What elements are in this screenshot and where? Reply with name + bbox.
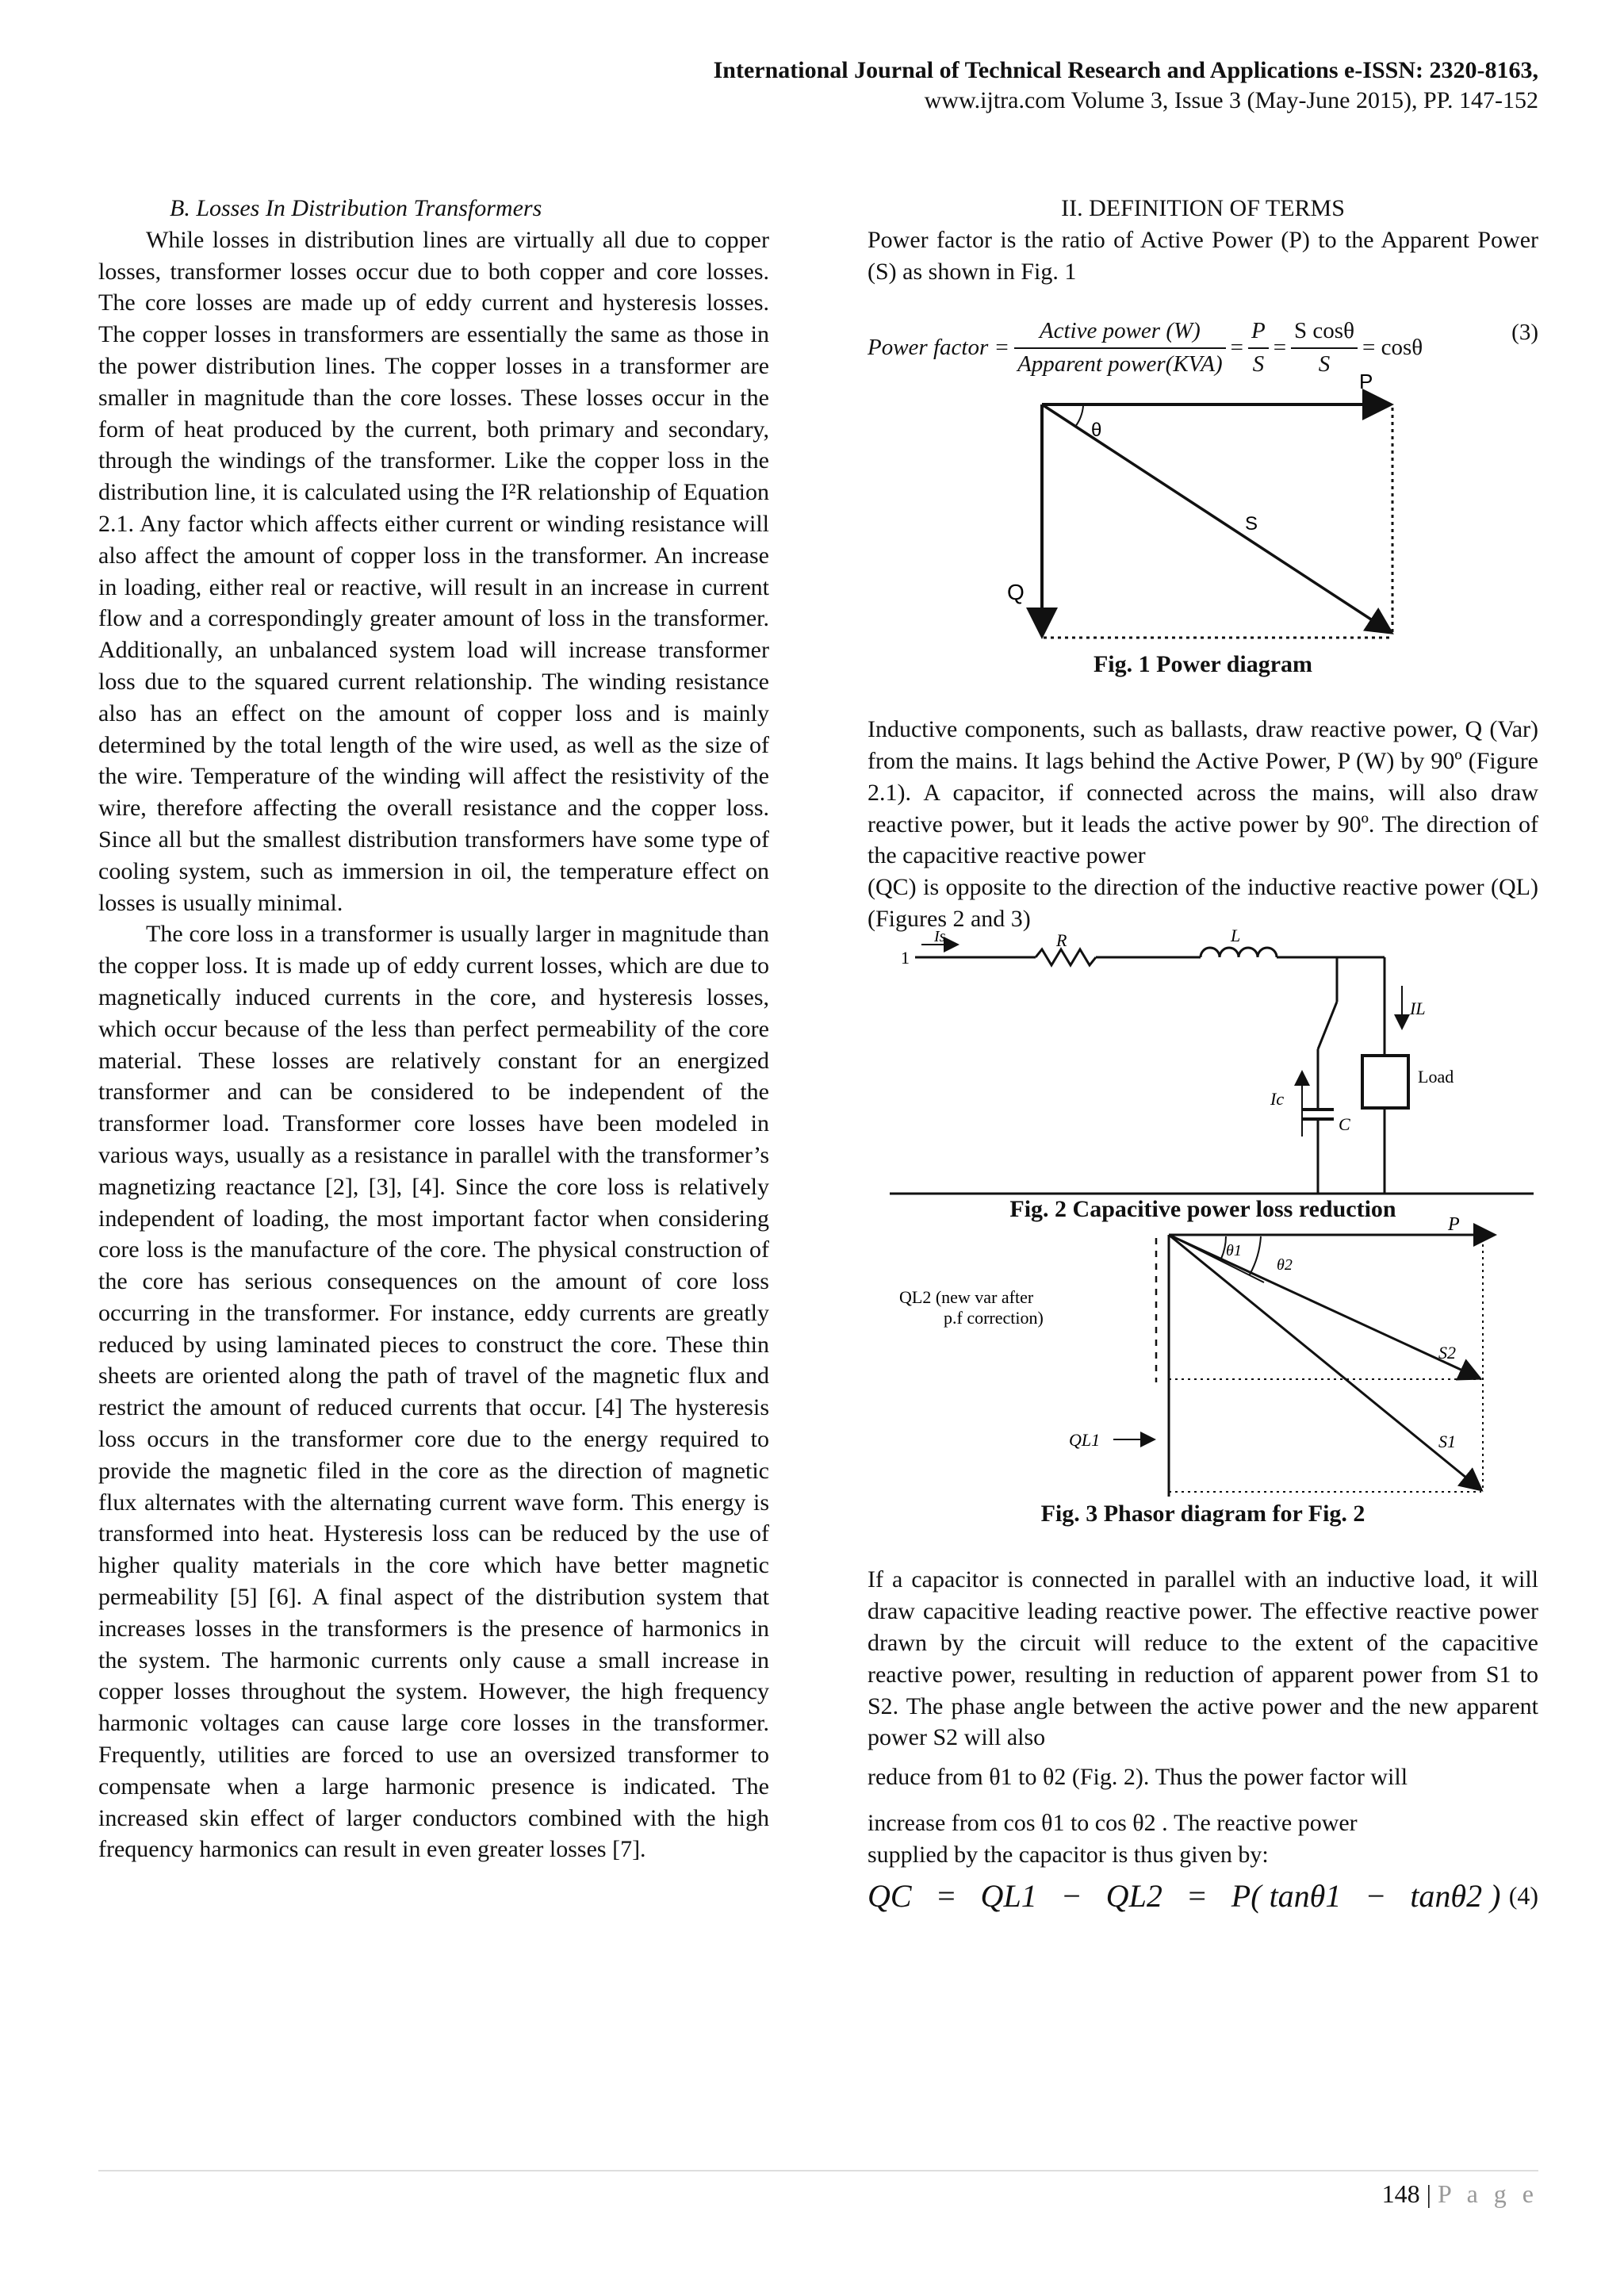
eq3-den2: S [1252, 351, 1265, 378]
figure-3 [868, 1213, 1538, 1501]
page-number [1382, 2179, 1538, 2209]
paragraph-capacitor: If a capacitor is connected in parallel with an inductive load, it will draw capacitive leading reactive power. The effective reactive power drawn by the circuit will reduce to the extent of the capacitive reactive power, resulting in reduction of apparent power from S1 to S2. The phase angle between the active power and the new apparent power S2 will also [868, 1566, 1538, 1751]
s1-phasor [1169, 1235, 1480, 1489]
right-column [868, 193, 1538, 1922]
label-ql2-line2: p.f correction) [944, 1307, 1044, 1328]
eq3-fraction-1 [1014, 316, 1226, 381]
label-is: Is [934, 927, 946, 945]
label-ql2-line1: QL2 (new var after [899, 1286, 1034, 1307]
paragraph-copper-losses: While losses in distribution lines are virtually all due to copper losses, transformer losses occur due to both copper and core losses. The core losses are made up of eddy current and hysteresis losses. The copper losses in transformers are essentially the same as those in the power distribution lines. The copper losses in a transformer are smaller in magnitude than the core losses. These losses occur in the form of heat produced by the current, both primary and secondary, through the windings of the transformer. Like the copper loss in the distribution line, it is calculated using the I²R relationship of Equation 2.1. Any factor which affects either current or winding resistance will also affect the amount of copper loss in the transformer. An increase in loading, either real or reactive, will result in an increase in current flow and a correspondingly greater amount of loss in the transformer. Additionally, an unbalanced system load will increase transformer loss due to the squared current relationship. The winding resistance also has an effect on the amount of copper loss and is mainly determined by the total length of the wire used, as well as the size of the wire. Temperature of the winding will affect the resistivity of the wire, therefore affecting the overall resistance and the copper loss. Since all but the smallest distribution transformers have some type of cooling system, such as immersion in oil, the temperature effect on losses is usually minimal. [98, 226, 769, 916]
paragraph-core-losses: The core loss in a transformer is usually larger in magnitude than the copper loss. It is made up of eddy current losses, which are due to magnetically induced currents in the core, and hysteresis losses, which occur because of the less than perfect permeability of the core material. These losses are relatively constant for an energized transformer and can be considered to be independent of the transformer load. Transformer core losses have been modeled in various ways, usually as a resistance in parallel with the transformer’s magnetizing reactance [2], [3], [4]. Since the core loss is relatively independent of loading, the most important factor when considering core loss is the manufacture of the core. The physical construction of the core has serious consequences on the amount of core loss occurring in the transformer. For instance, eddy currents are greatly reduced by using laminated pieces to construct the core. These thin sheets are oriented along the path of travel of the magnetic flux and restrict the amount of reduced currents that occur. [4] The hysteresis loss occurs in the transformer core due to the energy required to provide the magnetic filed in the core as the direction of magnetic flux alternates with the alternating current wave form. This energy is transformed into heat. Hysteresis loss can be reduced by the use of higher quality materials in the core which have better magnetic permeability [5] [6]. A final aspect of the distribution system that increases losses in the transformers is the presence of harmonics in the system. The harmonic currents only cause a small increase in copper losses throughout the system. However, the high frequency harmonic voltages can cause large core losses in the transformer. Frequently, utilities are forced to use an oversized transformer to compensate when a large harmonic presence is indicated. The increased skin effect of larger conductors combined with the high frequency harmonics can result in even greater losses [7]. [98, 921, 769, 1863]
switch [1318, 1002, 1337, 1049]
label-theta: θ [1091, 420, 1102, 442]
theta-arc [1075, 406, 1083, 427]
s2-phasor [1169, 1235, 1478, 1378]
page-number-value: 148 | [1381, 2179, 1431, 2208]
journal-issue: www.ijtra.com Volume 3, Issue 3 (May-June 2015), PP. 147-152 [924, 87, 1538, 113]
label-ql1: QL1 [1069, 1429, 1101, 1450]
label-s: S [1245, 513, 1258, 535]
section-heading-definitions: II. DEFINITION OF TERMS [1061, 195, 1345, 221]
eq4-expression: QC = QL1 − QL2 = P( tanθ1 − tanθ2 ) [868, 1877, 1501, 1914]
paragraph-inductive: Inductive components, such as ballasts, draw reactive power, Q (Var) from the mains. It lags behind the Active Power, P (W) by 90º (Figure 2.1). A capacitor, if connected across the mains, will also draw reactive power, but it leads the active power by 90º. The direction of the capacitive reactive power [868, 716, 1538, 869]
eq3-num3: S cosθ [1291, 316, 1358, 349]
label-s1: S1 [1438, 1431, 1456, 1451]
figure-2-caption: Fig. 2 Capacitive power loss reduction [1009, 1195, 1396, 1222]
eq3-fraction-2 [1248, 316, 1269, 381]
phasor-diagram [868, 1213, 1538, 1501]
power-triangle-diagram [868, 370, 1538, 650]
label-r: R [1056, 930, 1067, 950]
inductor-l [1201, 948, 1277, 957]
capacitor-circuit-diagram [868, 925, 1538, 1198]
eq3-equals-a: = [1230, 335, 1243, 361]
paragraph-inductive-cont: (QC) is opposite to the direction of the inductive reactive power (QL) (Figures 2 and 3) [868, 874, 1538, 932]
figure-1 [868, 370, 1538, 650]
page-header [714, 56, 1538, 116]
equation-3 [868, 301, 1538, 389]
label-q: Q [1007, 580, 1025, 605]
load-box [1362, 1056, 1408, 1108]
theta2-arc [1250, 1236, 1261, 1274]
eq3-den1: Apparent power(KVA) [1017, 351, 1223, 378]
journal-title: International Journal of Technical Research and Applications e-ISSN: 2320-8163, [713, 57, 1538, 83]
figure-3-caption: Fig. 3 Phasor diagram for Fig. 2 [1040, 1500, 1365, 1527]
label-theta1: θ1 [1226, 1241, 1242, 1259]
label-load: Load [1418, 1066, 1454, 1087]
eq3-lhs: Power factor = [868, 335, 1010, 361]
label-theta2: θ2 [1277, 1255, 1293, 1274]
figure-2 [868, 925, 1538, 1198]
figure-1-caption: Fig. 1 Power diagram [1093, 651, 1313, 678]
label-c: C [1339, 1114, 1350, 1134]
label-node-1: 1 [901, 947, 910, 968]
label-s2: S2 [1438, 1342, 1456, 1363]
label-p: P [1359, 370, 1373, 394]
resistor-r [1036, 949, 1096, 965]
eq3-num2: P [1248, 316, 1269, 349]
left-column [98, 193, 769, 1865]
eq3-num1: Active power (W) [1014, 316, 1226, 349]
line-supplied: supplied by the capacitor is thus given by: [868, 1841, 1269, 1868]
theta-guide [1169, 1235, 1264, 1282]
label-il: IL [1410, 998, 1426, 1018]
page-word: P a g e [1437, 2179, 1538, 2208]
equation-4 [868, 1871, 1538, 1922]
footer-divider [98, 2170, 1538, 2171]
eq4-label: (4) [1508, 1880, 1538, 1910]
paragraph-power-factor-intro: Power factor is the ratio of Active Power (P) to the Apparent Power (S) as shown in Fig. 1 [868, 226, 1538, 285]
label-l: L [1231, 925, 1241, 945]
eq3-rhs: = cosθ [1362, 335, 1423, 361]
eq3-equals-b: = [1273, 335, 1287, 361]
line-increase: increase from cos θ1 to cos θ2 . The reactive power [868, 1809, 1358, 1836]
eq3-den3: S [1318, 351, 1331, 378]
section-heading-losses: B. Losses In Distribution Transformers [170, 195, 542, 221]
eq3-fraction-3 [1291, 316, 1358, 381]
label-p: P [1448, 1213, 1460, 1235]
line-reduce: reduce from θ1 to θ2 (Fig. 2). Thus the power factor will [868, 1764, 1408, 1791]
label-ic: Ic [1270, 1088, 1285, 1109]
eq3-label: (3) [1511, 320, 1538, 346]
